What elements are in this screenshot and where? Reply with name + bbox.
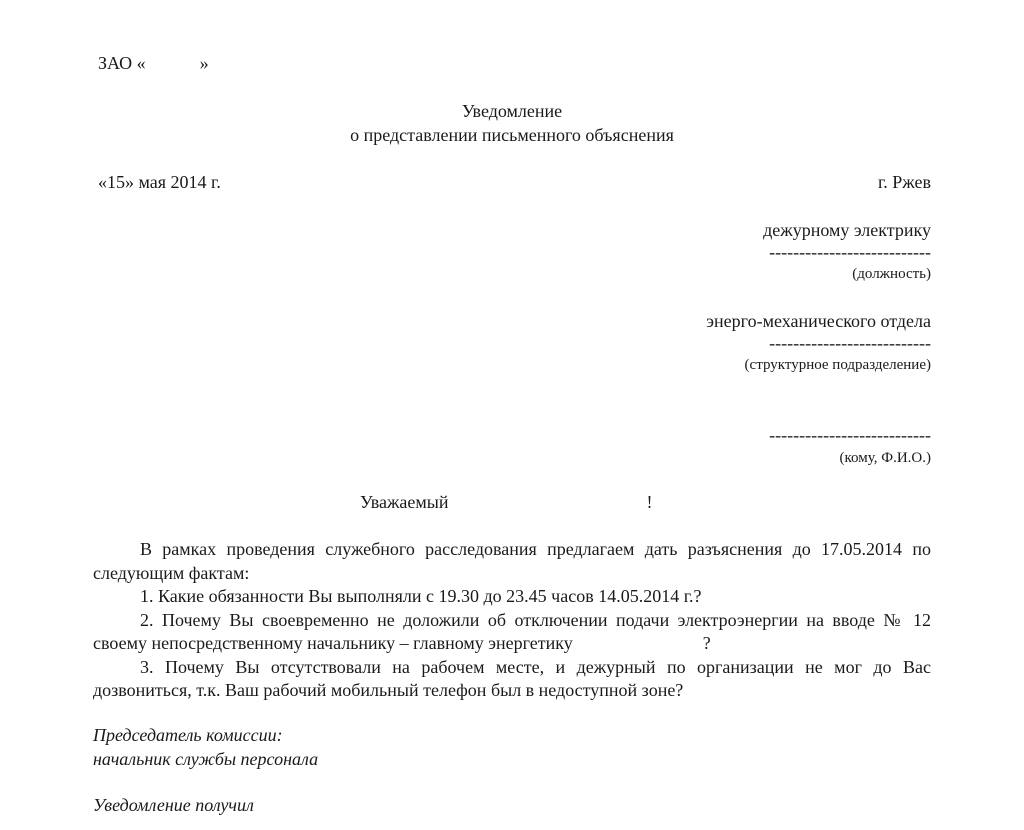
recipient-department: энерго-механического отдела xyxy=(706,311,931,331)
position-caption: (должность) xyxy=(852,266,931,282)
department-caption: (структурное подразделение) xyxy=(744,357,931,373)
received-label: Уведомление получил xyxy=(93,795,254,815)
question-2 xyxy=(93,609,931,656)
intro-paragraph: В рамках проведения служебного расследования предлагаем дать разъяснения до 17.05.2014 по следующим фактам: xyxy=(93,539,931,583)
document-subtitle: о представлении письменного объяснения xyxy=(350,125,674,145)
name-caption: (кому, Ф.И.О.) xyxy=(839,450,931,466)
department-dash-line: --------------------------- xyxy=(769,333,931,353)
document-title: Уведомление xyxy=(461,101,563,121)
question-2-text: 2. Почему Вы своевременно не доложили об отключении подачи электроэнергии на вводе № 12 своему непосредственному начальнику – главному энергетику xyxy=(93,609,931,653)
greeting-text: Уважаемый xyxy=(360,492,449,512)
company-line xyxy=(98,52,209,74)
body-text xyxy=(93,538,931,703)
position-dash-line: --------------------------- xyxy=(769,242,931,262)
recipient-position: дежурному электрику xyxy=(763,220,931,240)
chair-position: начальник службы персонала xyxy=(93,749,319,769)
greeting xyxy=(360,491,653,513)
document-date: «15» мая 2014 г. xyxy=(98,172,221,192)
chair-label: Председатель комиссии: xyxy=(93,725,283,745)
document-city: г. Ржев xyxy=(877,172,931,192)
question-2-end: ? xyxy=(702,633,711,653)
company-suffix: » xyxy=(199,53,209,73)
greeting-exclamation: ! xyxy=(646,492,653,512)
question-1: 1. Какие обязанности Вы выполняли с 19.30 до 23.45 часов 14.05.2014 г.? xyxy=(140,586,702,606)
question-3: 3. Почему Вы отсутствовали на рабочем месте, и дежурный по организации не мог до Вас дозвониться, т.к. Ваш рабочий мобильный телефон был в недоступной зоне? xyxy=(93,656,931,700)
name-dash-line: --------------------------- xyxy=(769,425,931,445)
company-prefix: ЗАО « xyxy=(98,53,146,73)
